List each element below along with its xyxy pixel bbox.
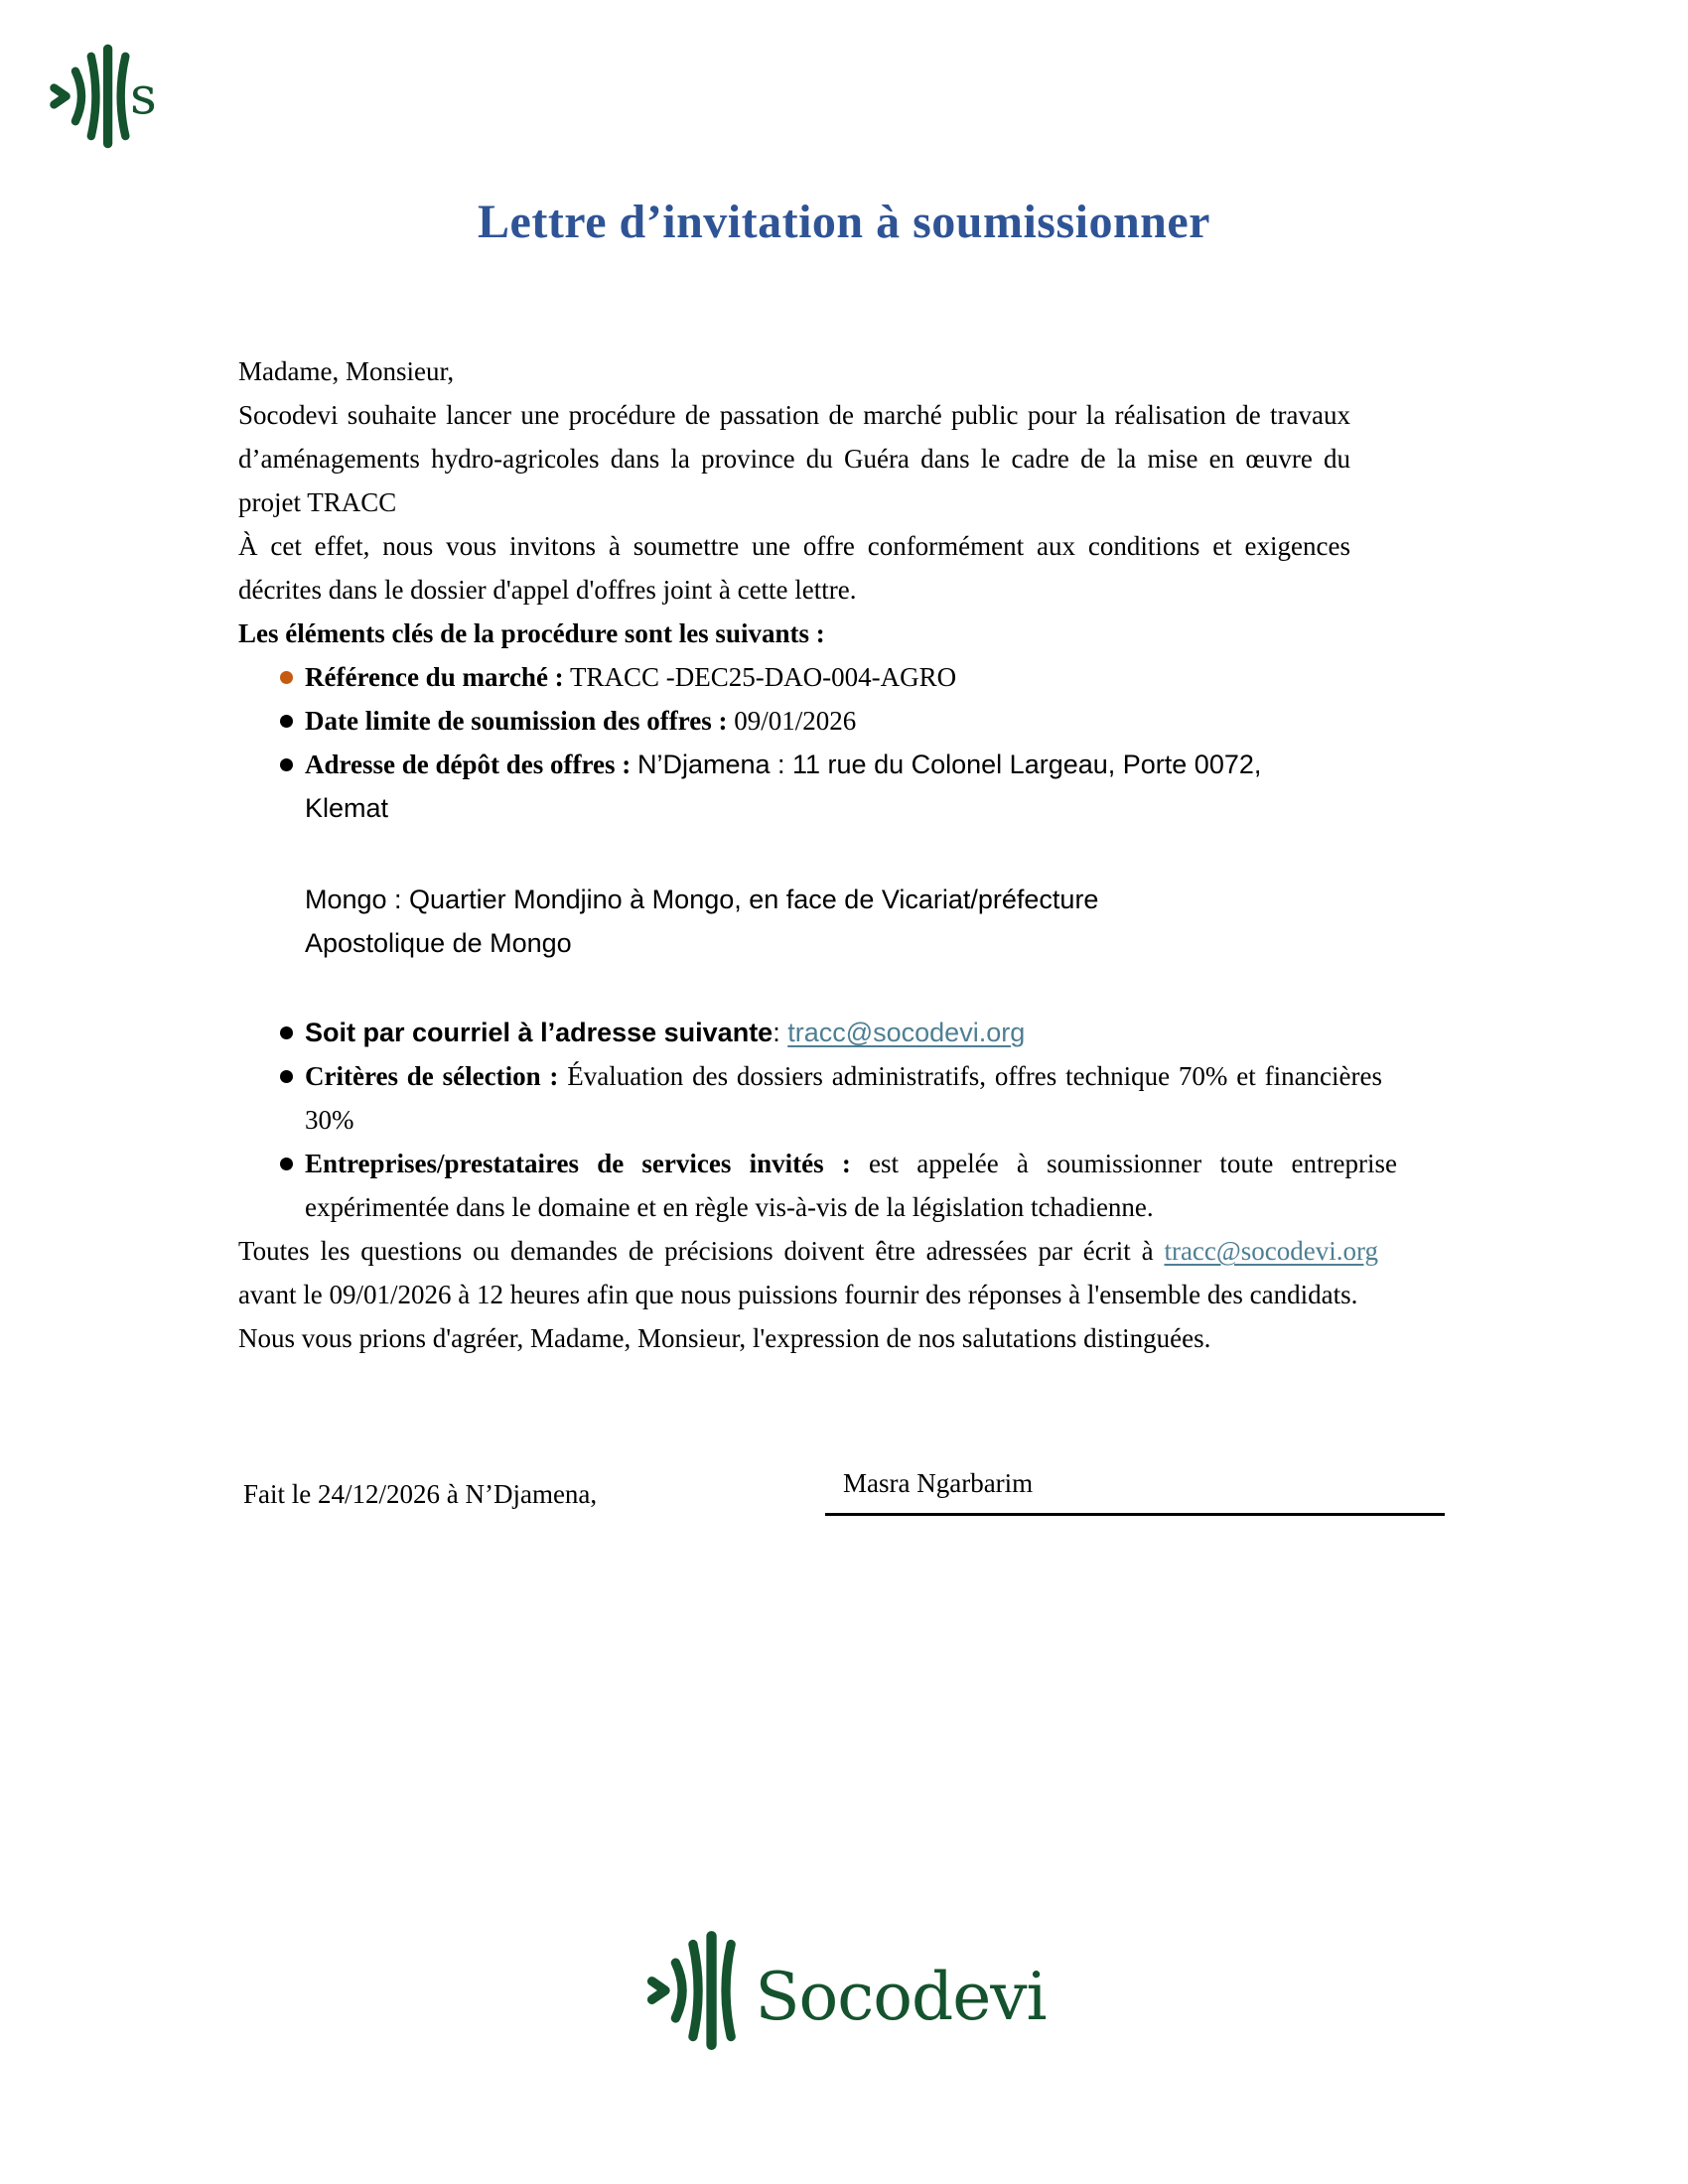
bullet-address-value: N’Djamena : 11 rue du Colonel Largeau, Porte 0072, Klemat bbox=[305, 750, 1262, 823]
bullet-deadline-label: Date limite de soumission des offres : bbox=[305, 706, 728, 736]
bullet-criteria-value: Évaluation des dossiers administratifs, offres technique 70% et financières 30% bbox=[305, 1061, 1383, 1135]
closing-paragraph: Nous vous prions d'agréer, Madame, Monsieur, l'expression de nos salutations distinguées. bbox=[238, 1323, 1211, 1353]
page-title: Lettre d’invitation à soumissionner bbox=[478, 196, 1210, 248]
bullet-email bbox=[238, 1011, 1445, 1054]
bullet-dot bbox=[280, 1158, 293, 1170]
email-link[interactable]: tracc@socodevi.org bbox=[787, 1018, 1026, 1047]
questions-paragraph bbox=[238, 1229, 1378, 1316]
bullet-reference-value: TRACC -DEC25-DAO-004-AGRO bbox=[569, 662, 957, 692]
key-points-list-1 bbox=[238, 655, 1445, 830]
email-link-2[interactable]: tracc@socodevi.org bbox=[1164, 1236, 1378, 1266]
bullet-reference bbox=[238, 655, 1445, 699]
questions-text-after: avant le 09/01/2026 à 12 heures afin que nous puissions fournir des réponses à l'ensemble des candidats. bbox=[238, 1280, 1358, 1309]
bullet-dot-orange bbox=[280, 671, 293, 684]
bullet-criteria-label: Critères de sélection : bbox=[305, 1061, 559, 1091]
logo-letter-s: s bbox=[130, 66, 157, 127]
paragraph-invitation: À cet effet, nous vous invitons à soumettre une offre conformément aux conditions et exigences décrites dans le dossier d'appel d'offres joint à cette lettre. bbox=[238, 531, 1350, 605]
signature-line bbox=[825, 1461, 1445, 1516]
bullet-companies-value: est appelée à soumissionner toute entreprise expérimentée dans le domaine et en règle vis-à-vis de la législation tchadienne. bbox=[305, 1149, 1398, 1222]
socodevi-logo-mark-top bbox=[44, 40, 161, 151]
signatory-name: Masra Ngarbarim bbox=[843, 1468, 1034, 1498]
salutation: Madame, Monsieur, bbox=[238, 356, 455, 386]
mongo-address-note: Mongo : Quartier Mondjino à Mongo, en face de Vicariat/préfecture Apostolique de Mongo bbox=[305, 885, 1099, 958]
bullet-companies-label: Entreprises/prestataires de services invités : bbox=[305, 1149, 851, 1178]
bullet-address bbox=[238, 743, 1308, 830]
bullet-reference-label: Référence du marché : bbox=[305, 662, 564, 692]
bullet-dot bbox=[280, 1070, 293, 1083]
letter-body bbox=[238, 349, 1445, 1516]
signature-row bbox=[238, 1461, 1445, 1516]
bullet-dot bbox=[280, 1026, 293, 1039]
key-points-list-2 bbox=[238, 1011, 1445, 1229]
socodevi-wordmark: Socodevi bbox=[755, 1958, 1047, 2035]
questions-text-before: Toutes les questions ou demandes de précisions doivent être adressées par écrit à bbox=[238, 1236, 1165, 1266]
bullet-deadline bbox=[238, 699, 1445, 743]
bullet-email-separator: : bbox=[773, 1018, 788, 1047]
socodevi-mark-icon bbox=[641, 1928, 749, 2051]
key-points-heading: Les éléments clés de la procédure sont les suivants : bbox=[238, 618, 825, 648]
bullet-dot bbox=[280, 758, 293, 771]
socodevi-logo-bottom bbox=[0, 1928, 1688, 2051]
bullet-address-label: Adresse de dépôt des offres : bbox=[305, 750, 632, 779]
bullet-deadline-value: 09/01/2026 bbox=[734, 706, 857, 736]
bullet-criteria bbox=[238, 1054, 1382, 1142]
bullet-companies bbox=[238, 1142, 1397, 1229]
signature-place-date: Fait le 24/12/2026 à N’Djamena, bbox=[243, 1479, 598, 1509]
paragraph-intro: Socodevi souhaite lancer une procédure de passation de marché public pour la réalisation de travaux d’aménagements hydro-agricoles dans la province du Guéra dans le cadre de la mise en œuvre du projet TRACC bbox=[238, 400, 1350, 517]
bullet-email-label: Soit par courriel à l’adresse suivante bbox=[305, 1018, 774, 1047]
bullet-dot bbox=[280, 715, 293, 728]
socodevi-mark-icon bbox=[44, 40, 161, 151]
